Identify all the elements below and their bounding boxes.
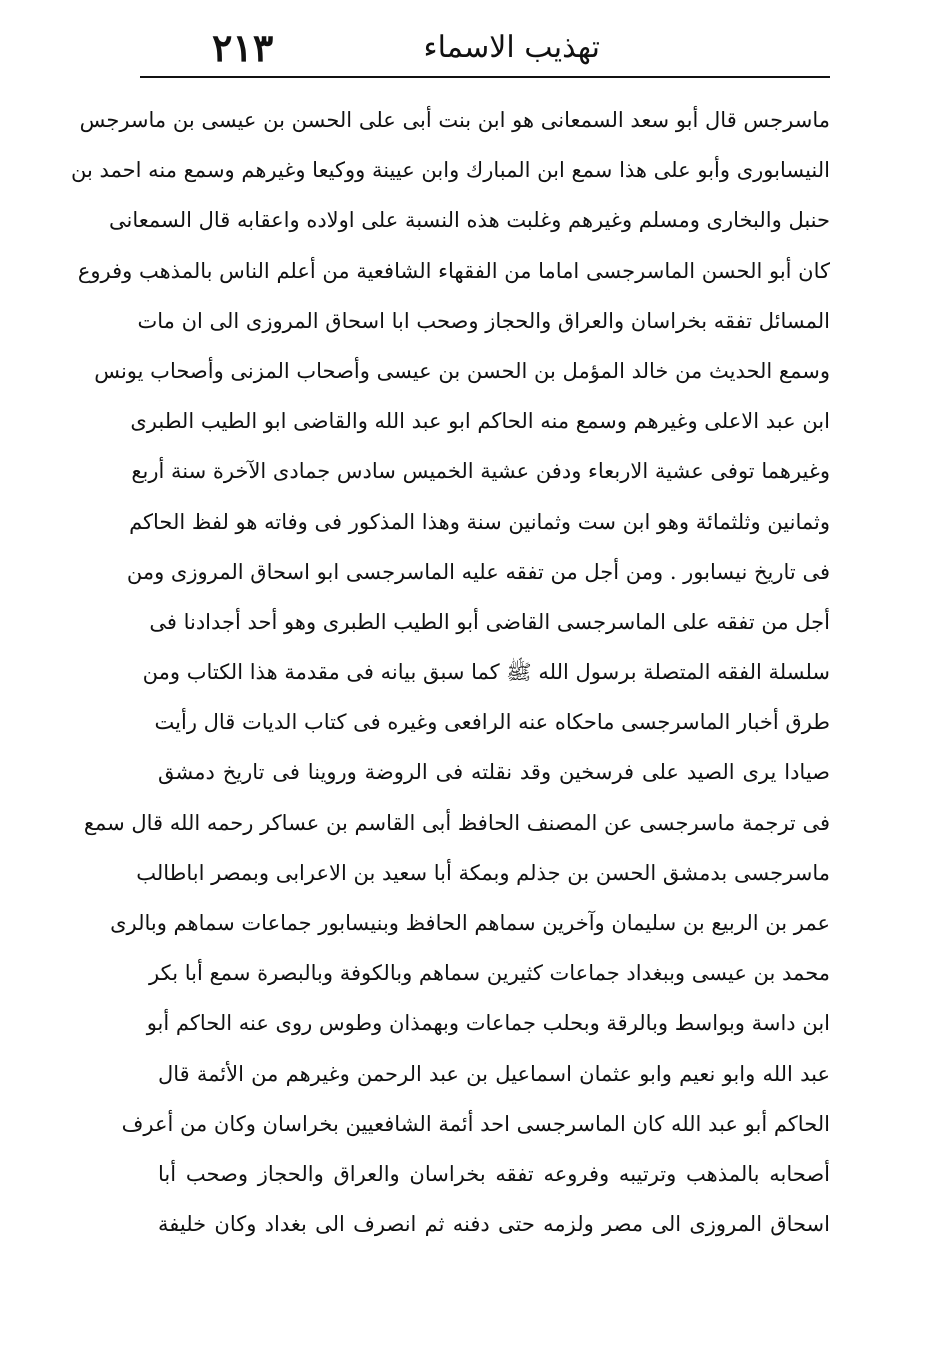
text-line: ماسرجسى بدمشق الحسن بن جذلم وبمكة أبا سعيد بن الاعرابى وبمصر اباطالب	[136, 860, 830, 885]
text-line: ابن عبد الاعلى وغيرهم وسمع منه الحاكم ابو عبد الله والقاضى ابو الطيب الطبرى	[130, 409, 830, 434]
text-line: طرق أخبار الماسرجسى ماحكاه عنه الرافعى وغيره فى كتاب الديات قال رأيت	[154, 710, 830, 735]
text-line: أصحابه بالمذهب وترتيبه وفروعه تفقه بخراسان والعراق والحجاز وصحب أبا	[158, 1161, 830, 1186]
text-line: ابن داسة وبواسط وبالرقة وبحلب جماعات وبهمذان وطوس روى عنه الحاكم أبو	[146, 1011, 830, 1036]
text-line: كان أبو الحسن الماسرجسى اماما من الفقهاء الشافعية من أعلم الناس بالمذهب وفروع	[77, 258, 830, 283]
text-line: وغيرهما توفى عشية الاربعاء ودفن عشية الخميس سادس جمادى الآخرة سنة أربع	[131, 459, 830, 484]
text-line: فى ترجمة ماسرجسى عن المصنف الحافظ أبى القاسم بن عساكر رحمه الله قال سمع	[83, 810, 830, 835]
text-line: وثمانين وثلثمائة وهو ابن ست وثمانين سنة وهذا المذكور فى وفاته هو لفظ الحاكم	[129, 509, 830, 534]
header-rule	[140, 76, 830, 78]
text-line: عبد الله وابو نعيم وابو عثمان اسماعيل بن عبد الرحمن وغيرهم من الأئمة قال	[158, 1061, 830, 1086]
text-line: وسمع الحديث من خالد المؤمل بن الحسن بن عيسى وأصحاب المزنى وأصحاب يونس	[94, 358, 830, 383]
text-line: اسحاق المروزى الى مصر ولزمه حتى دفنه ثم انصرف الى بغداد وكان خليفة	[158, 1212, 830, 1237]
text-line: المسائل تفقه بخراسان والعراق والحجاز وصحب ابا اسحاق المروزى الى ان مات	[137, 308, 830, 333]
text-line: أجل من تفقه على الماسرجسى القاضى أبو الطيب الطبرى وهو أحد أجدادنا فى	[149, 609, 830, 634]
text-line: صيادا يرى الصيد على فرسخين وقد نقلته فى الروضة وروينا فى تاريخ دمشق	[158, 760, 830, 785]
text-line: محمد بن عيسى وببغداد جماعات كثيرين سماهم وبالكوفة وبالبصرة سمع أبا بكر	[149, 961, 830, 986]
text-line: سلسلة الفقه المتصلة برسول الله ﷺ كما سبق بيانه فى مقدمة هذا الكتاب ومن	[142, 660, 830, 685]
text-line: النيسابورى وأبو على هذا سمع ابن المبارك وابن عيينة ووكيعا وغيرهم وسمع منه احمد بن	[70, 158, 830, 183]
text-line: ماسرجس قال أبو سعد السمعانى هو ابن بنت أبى على الحسن بن عيسى بن ماسرجس	[79, 108, 830, 132]
text-line: الحاكم أبو عبد الله كان الماسرجسى احد أئمة الشافعيين بخراسان وكان من أعرف	[121, 1111, 830, 1136]
page-number: ٢١٣	[212, 25, 274, 70]
text-line: عمر بن الربيع بن سليمان وآخرين سماهم الحافظ وبنيسابور جماعات سماهم وبالرى	[110, 911, 830, 935]
page-header	[140, 22, 830, 74]
running-title: تهذيب الاسماء	[423, 30, 600, 65]
body-text	[70, 95, 830, 1249]
text-line: حنبل والبخارى ومسلم وغيرهم وغلبت هذه النسبة على اولاده واعقابه قال السمعانى	[108, 208, 830, 233]
text-line: فى تاريخ نيسابور . ومن أجل من تفقه عليه الماسرجسى ابو اسحاق المروزى ومن	[126, 559, 830, 584]
